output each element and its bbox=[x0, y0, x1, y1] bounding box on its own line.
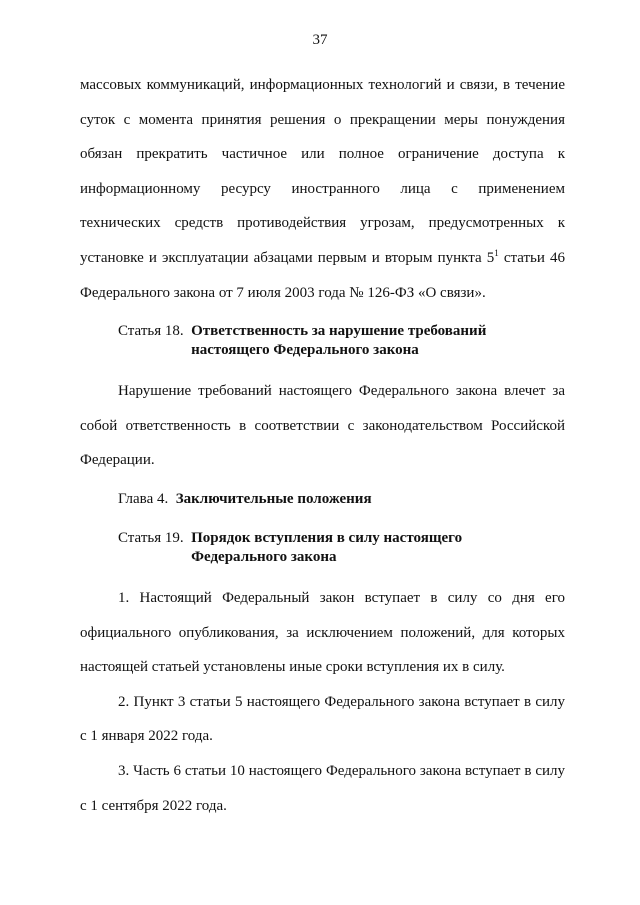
page-number: 37 bbox=[312, 32, 328, 48]
article-18-heading bbox=[118, 322, 565, 360]
paragraph-continuation bbox=[80, 68, 565, 310]
article-19-item-2: 2. Пункт 3 статьи 5 настоящего Федерального закона вступает в силу с 1 января 2022 года. bbox=[80, 693, 565, 745]
article-19-title: Порядок вступления в силу настоящего Федерального закона bbox=[191, 529, 463, 565]
chapter-4-label: Глава 4. bbox=[118, 490, 176, 507]
article-18-title: Ответственность за нарушение требований настоящего Федерального закона bbox=[191, 323, 487, 359]
article-19-heading bbox=[118, 529, 565, 567]
article-19-item-3: 3. Часть 6 статьи 10 настоящего Федерального закона вступает в силу с 1 сентября 2022 года. bbox=[80, 762, 565, 814]
chapter-4-heading bbox=[118, 490, 565, 509]
paragraph-text: массовых коммуникаций, информационных технологий и связи, в течение суток с момента принятия решения о прекращении меры понуждения обязан прекратить частичное или полное ограничение доступа к информационному ресурсу иностранного лица с применением технических средств противодействия угрозам, предусмотренных к установке и эксплуатации абзацами первым и вторым пункта 5 bbox=[80, 77, 565, 266]
article-18-label: Статья 18. bbox=[118, 323, 192, 340]
chapter-4-title: Заключительные положения bbox=[175, 490, 372, 507]
paragraph-text-end: статьи 46 Федерального закона от 7 июля 2003 года № 126-ФЗ «О связи». bbox=[80, 249, 565, 301]
article-19-item-1: 1. Настоящий Федеральный закон вступает в силу со дня его официального опубликования, за исключением положений, для которых настоящей статьей установлены иные сроки вступления их в силу. bbox=[80, 589, 565, 676]
article-19-label: Статья 19. bbox=[118, 529, 192, 546]
document-body bbox=[80, 68, 565, 823]
superscript: 1 bbox=[494, 247, 499, 258]
article-18-text: Нарушение требований настоящего Федерального закона влечет за собой ответственность в соответствии с законодательством Российской Федерации. bbox=[80, 383, 565, 469]
